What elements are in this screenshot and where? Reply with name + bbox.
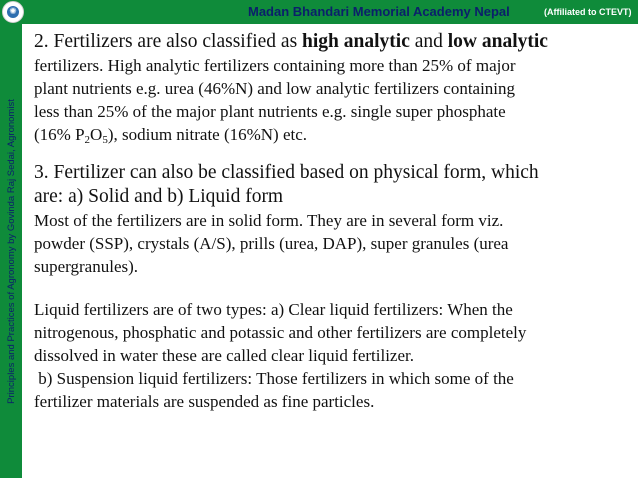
point3-body-line: supergranules). — [34, 257, 139, 276]
sidebar-vertical-text: Principles and Practices of Agronomy by Govinda Raj Sedai, Agronomist — [5, 98, 17, 404]
affiliation-label: (Affiliated to CTEVT) — [544, 7, 632, 17]
point2-bold-high-analytic: high analytic — [302, 31, 410, 52]
college-emblem-icon: ✺ — [2, 1, 24, 23]
point3-body-line: powder (SSP), crystals (A/S), prills (urea, DAP), super granules (urea — [34, 234, 509, 253]
point2-bold-low-analytic: low analytic — [447, 31, 548, 52]
liquid-line: fertilizer materials are suspended as fine particles. — [34, 392, 375, 411]
text-segment: (16% P — [34, 125, 85, 144]
point2-line: fertilizers. High analytic fertilizers containing more than 25% of major — [34, 56, 516, 75]
slide-content — [34, 30, 630, 413]
point3-heading-line: are: a) Solid and b) Liquid form — [34, 186, 284, 207]
liquid-line: nitrogenous, phosphatic and potassic and other fertilizers are completely — [34, 323, 527, 342]
subscript-5: 5 — [102, 134, 108, 146]
subscript-2: 2 — [84, 134, 91, 146]
point2-first-line — [34, 30, 630, 54]
liquid-line: b) Suspension liquid fertilizers: Those fertilizers in which some of the — [34, 369, 514, 388]
point3-heading-line: 3. Fertilizer can also be classified based on physical form, which — [34, 162, 539, 183]
point3-body-line: Most of the fertilizers are in solid form. They are in several form viz. — [34, 211, 504, 230]
header-bar — [0, 0, 638, 24]
point2-line: plant nutrients e.g. urea (46%N) and low analytic fertilizers containing — [34, 79, 516, 98]
point2-last-line — [34, 123, 630, 146]
institution-title: Madan Bhandari Memorial Academy Nepal — [248, 4, 510, 19]
text-segment: ), sodium nitrate (16%N) etc. — [107, 125, 308, 144]
point2-intro: 2. Fertilizers are also classified as — [34, 31, 303, 52]
point2-and: and — [409, 31, 448, 52]
liquid-line: Liquid fertilizers are of two types: a) Clear liquid fertilizers: When the — [34, 300, 513, 319]
text-segment: O — [90, 125, 103, 144]
liquid-line: dissolved in water these are called clear liquid fertilizer. — [34, 346, 414, 365]
sidebar — [0, 24, 22, 478]
point2-line: less than 25% of the major plant nutrients e.g. single super phosphate — [34, 102, 506, 121]
